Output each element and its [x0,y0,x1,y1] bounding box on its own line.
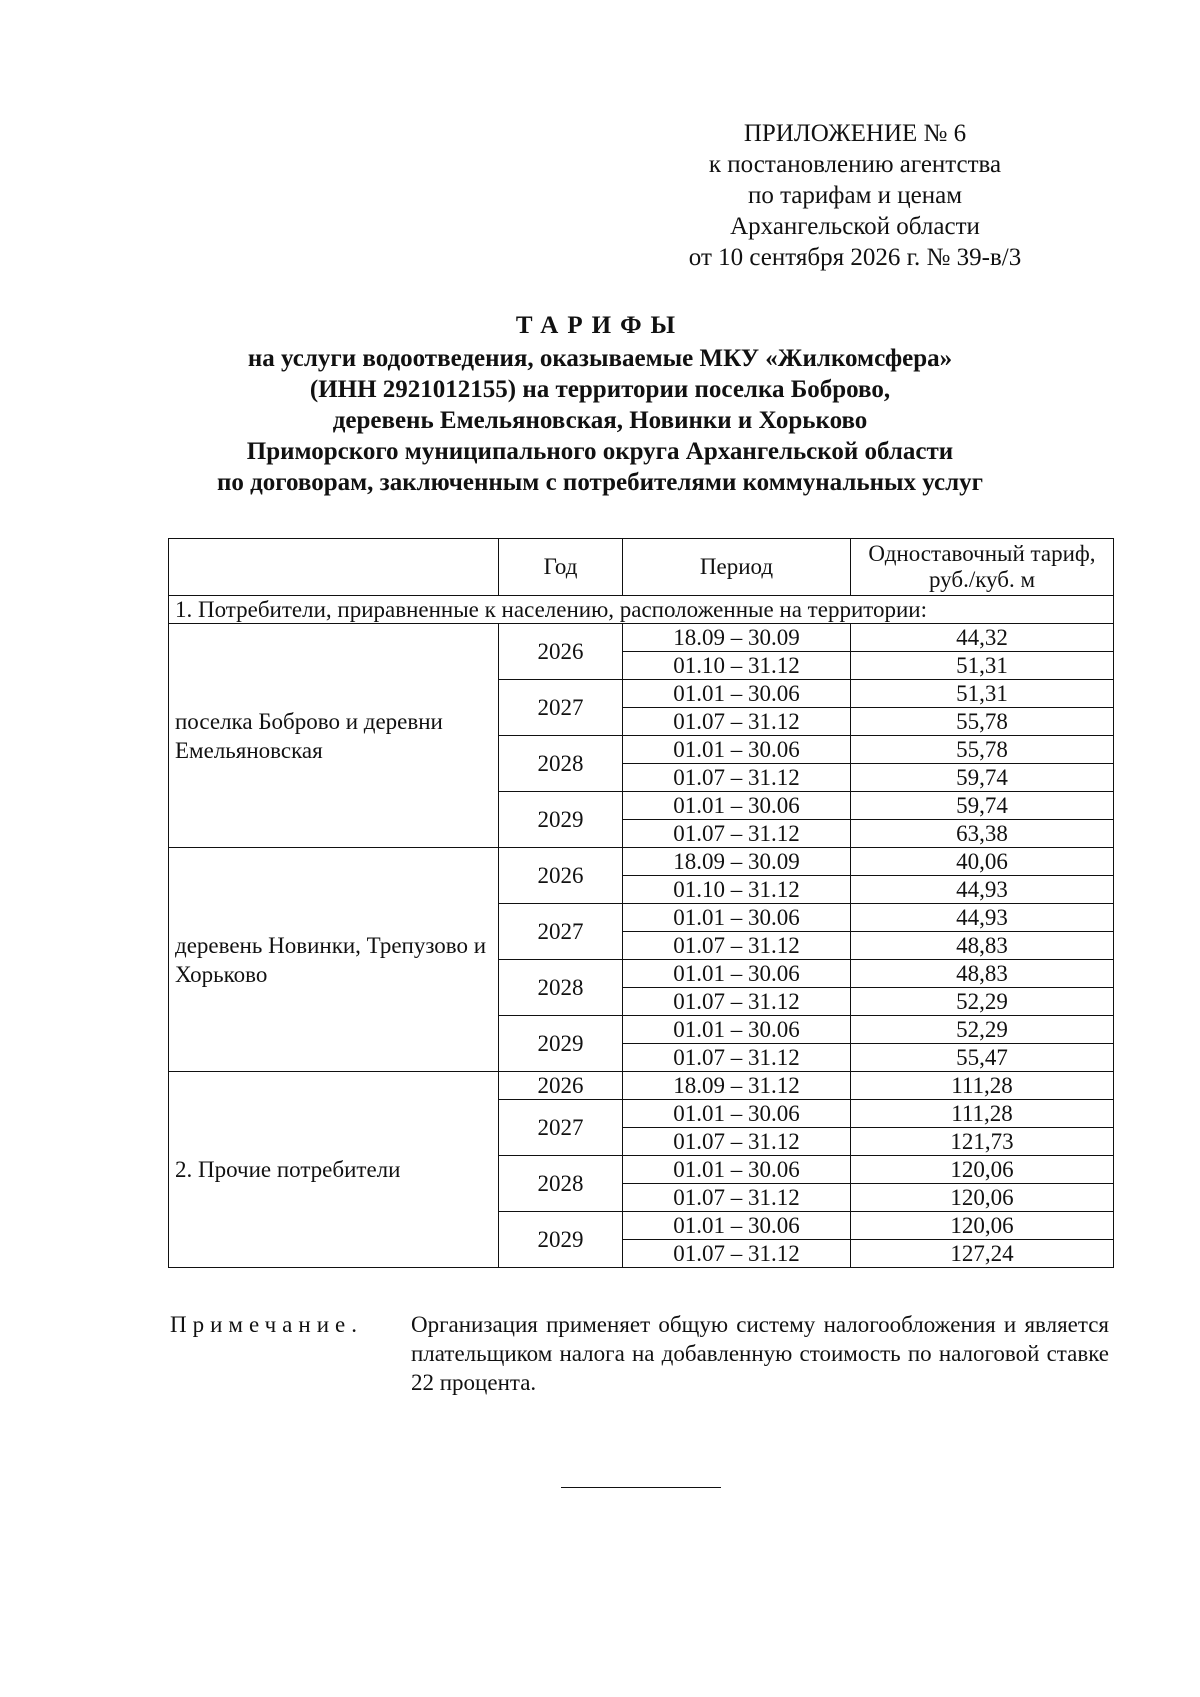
year-cell: 2028 [499,1156,623,1212]
title-line: деревень Емельяновская, Новинки и Хорьково [332,407,868,434]
period-cell: 01.10 – 31.12 [623,652,851,680]
note-label: Примечание. [170,1312,363,1337]
table-row [169,848,1114,876]
year-cell: 2028 [499,736,623,792]
period-cell: 01.07 – 31.12 [623,764,851,792]
appendix-line: к постановлению агентства [708,151,1002,178]
tariff-value-cell: 120,06 [851,1184,1114,1212]
year-cell: 2027 [499,680,623,736]
period-cell: 01.07 – 31.12 [623,932,851,960]
separator-line [561,1487,721,1488]
period-cell: 01.07 – 31.12 [623,1044,851,1072]
tariff-value-cell: 120,06 [851,1156,1114,1184]
tariff-value-cell: 55,78 [851,736,1114,764]
period-cell: 01.01 – 30.06 [623,960,851,988]
tariff-value-cell: 59,74 [851,764,1114,792]
appendix-number: ПРИЛОЖЕНИЕ № 6 [743,120,967,147]
table-row [169,624,1114,652]
appendix-line: Архангельской области [730,213,980,240]
title-line: на услуги водоотведения, оказываемые МКУ «Жилкомсфера» [247,345,953,372]
year-cell: 2026 [499,848,623,904]
period-cell: 01.01 – 30.06 [623,736,851,764]
period-cell: 18.09 – 31.12 [623,1072,851,1100]
tariff-value-cell: 127,24 [851,1240,1114,1268]
section-title: 1. Потребители, приравненные к населению, расположенные на территории: [169,596,1114,624]
tariff-value-cell: 51,31 [851,680,1114,708]
appendix-date-line: от 10 сентября 2026 г. № 39-в/3 [688,244,1022,271]
tariff-value-cell: 40,06 [851,848,1114,876]
tariff-value-cell: 52,29 [851,988,1114,1016]
period-cell: 01.07 – 31.12 [623,1128,851,1156]
header-place [169,539,499,596]
place-cell: 2. Прочие потребители [169,1072,499,1268]
period-cell: 01.07 – 31.12 [623,1184,851,1212]
tariff-value-cell: 51,31 [851,652,1114,680]
tariff-value-cell: 111,28 [851,1072,1114,1100]
tariff-value-cell: 44,93 [851,876,1114,904]
year-cell: 2029 [499,1016,623,1072]
year-cell: 2028 [499,960,623,1016]
title-line: (ИНН 2921012155) на территории поселка Боброво, [309,376,891,403]
period-cell: 01.07 – 31.12 [623,708,851,736]
tariff-value-cell: 44,93 [851,904,1114,932]
title-line: по договорам, заключенным с потребителями коммунальных услуг [216,469,984,496]
table-row [169,1072,1114,1100]
period-cell: 18.09 – 30.09 [623,624,851,652]
period-cell: 01.01 – 30.06 [623,1212,851,1240]
period-cell: 01.07 – 31.12 [623,820,851,848]
appendix-header [640,118,1070,273]
header-period: Период [623,539,851,596]
title-main: ТАРИФЫ [515,312,685,339]
year-cell: 2029 [499,792,623,848]
document-title [100,310,1100,498]
period-cell: 01.01 – 30.06 [623,1100,851,1128]
period-cell: 01.10 – 31.12 [623,876,851,904]
tariff-value-cell: 55,47 [851,1044,1114,1072]
header-year: Год [499,539,623,596]
year-cell: 2027 [499,1100,623,1156]
period-cell: 18.09 – 30.09 [623,848,851,876]
period-cell: 01.01 – 30.06 [623,680,851,708]
tariff-value-cell: 120,06 [851,1212,1114,1240]
table-header-row [169,539,1114,596]
tariff-value-cell: 48,83 [851,932,1114,960]
year-cell: 2026 [499,624,623,680]
tariff-value-cell: 111,28 [851,1100,1114,1128]
period-cell: 01.07 – 31.12 [623,1240,851,1268]
period-cell: 01.01 – 30.06 [623,792,851,820]
section-row [169,596,1114,624]
tariff-value-cell: 44,32 [851,624,1114,652]
tariff-value-cell: 63,38 [851,820,1114,848]
appendix-line: по тарифам и ценам [747,182,963,209]
header-tariff: Одноставочный тариф, руб./куб. м [851,539,1114,596]
place-cell: деревень Новинки, Трепузово и Хорьково [169,848,499,1072]
tariff-table [168,538,1114,1268]
tariff-value-cell: 55,78 [851,708,1114,736]
tariff-value-cell: 59,74 [851,792,1114,820]
tariff-value-cell: 121,73 [851,1128,1114,1156]
period-cell: 01.01 – 30.06 [623,904,851,932]
year-cell: 2026 [499,1072,623,1100]
tariff-value-cell: 52,29 [851,1016,1114,1044]
period-cell: 01.01 – 30.06 [623,1156,851,1184]
year-cell: 2029 [499,1212,623,1268]
title-line: Приморского муниципального округа Архангельской области [246,438,954,465]
note-text: Организация применяет общую систему налогообложения и является плательщиком налога на добавленную стоимость по налоговой ставке 22 процента. [411,1312,1109,1395]
tariff-value-cell: 48,83 [851,960,1114,988]
place-cell: поселка Боброво и деревни Емельяновская [169,624,499,848]
year-cell: 2027 [499,904,623,960]
period-cell: 01.01 – 30.06 [623,1016,851,1044]
period-cell: 01.07 – 31.12 [623,988,851,1016]
